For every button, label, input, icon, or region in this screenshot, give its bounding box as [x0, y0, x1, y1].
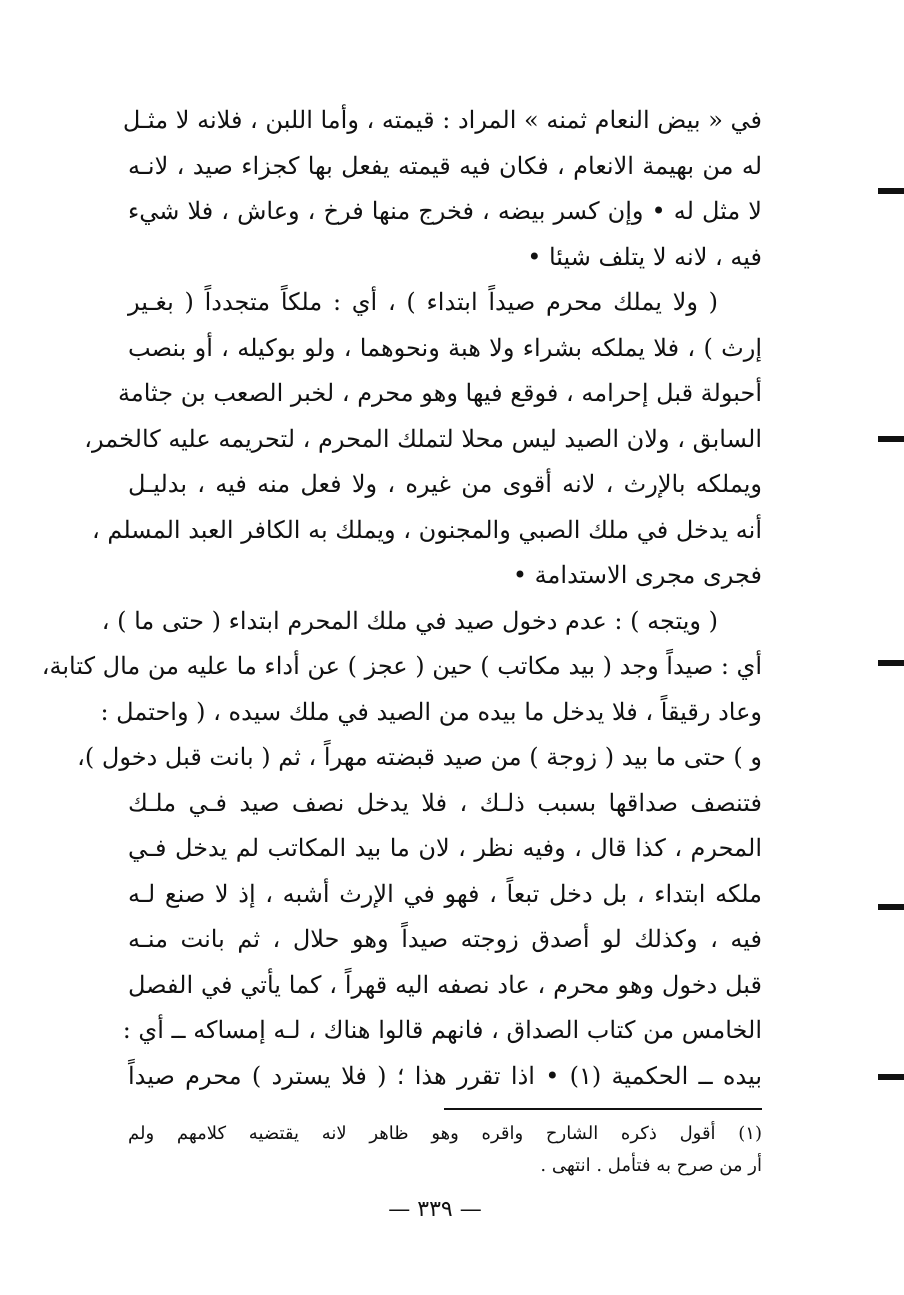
text-line: قبل دخول وهو محرم ، عاد نصفه اليه قهراً ، كما يأتي في الفصل — [128, 970, 762, 999]
text-line: ( ويتجه ) : عدم دخول صيد في ملك المحرم ابتداء ( حتى ما ) ، — [101, 606, 718, 635]
text-line: في « بيض النعام ثمنه » المراد : قيمته ، وأما اللبن ، فلانه لا مثـل — [122, 106, 762, 134]
text-line: لا مثل له • وإن كسر بيضه ، فخرج منها فرخ ، وعاش ، فلا شيء — [128, 197, 762, 225]
footnote — [128, 1118, 762, 1182]
footnote-line: أر من صرح به فتأمل . انتهى . — [540, 1155, 762, 1176]
text-line: المحرم ، كذا قال ، وفيه نظر ، لان ما بيد المكاتب لم يدخل فـي — [128, 834, 762, 862]
text-line: إرث ) ، فلا يملكه بشراء ولا هبة ونحوهما ، ولو بوكيله ، أو بنصب — [128, 333, 762, 362]
text-line: ويملكه بالإرث ، لانه أقوى من غيره ، ولا فعل منه فيه ، بدليـل — [128, 470, 762, 498]
margin-mark — [878, 436, 904, 442]
footnote-divider — [444, 1108, 762, 1110]
main-text — [41, 98, 762, 1099]
margin-mark — [878, 1074, 904, 1080]
text-line: وعاد رقيقاً ، فلا يدخل ما بيده من الصيد في ملك سيده ، ( واحتمل : — [100, 697, 762, 726]
footnote-line: (١) أقول ذكره الشارح واقره وهو ظاهر لانه يقتضيه كلامهم ولم — [128, 1123, 762, 1144]
text-line: له من بهيمة الانعام ، فكان فيه قيمته يفعل بها كجزاء صيد ، لانـه — [128, 151, 762, 180]
margin-mark — [878, 188, 904, 194]
text-line: فيه ، لانه لا يتلف شيئا • — [527, 242, 762, 271]
page-number: — ٣٣٩ — — [388, 1197, 482, 1222]
text-line: أي : صيداً وجد ( بيد مكاتب ) حين ( عجز ) عن أداء ما عليه من مال كتابة، — [41, 652, 762, 680]
text-line: ( ولا يملك محرم صيداً ابتداء ) ، أي : ملكاً متجدداً ( بغـير — [128, 288, 718, 316]
text-line: أنه يدخل في ملك الصبي والمجنون ، ويملك به الكافر العبد المسلم ، — [92, 515, 762, 544]
text-line: فجرى مجرى الاستدامة • — [512, 561, 762, 589]
text-line: و ) حتى ما بيد ( زوجة ) من صيد قبضته مهراً ، ثم ( بانت قبل دخول )، — [77, 743, 762, 771]
text-line: فتنصف صداقها بسبب ذلـك ، فلا يدخل نصف صيد فـي ملـك — [128, 788, 762, 817]
text-line: بيده ــ الحكمية (١) • اذا تقرر هذا ؛ ( فلا يسترد ) محرم صيداً — [128, 1061, 762, 1090]
text-line: فيه ، وكذلك لو أصدق زوجته صيداً وهو حلال ، ثم بانت منـه — [128, 925, 762, 953]
margin-mark — [878, 660, 904, 666]
text-line: الخامس من كتاب الصداق ، فانهم قالوا هناك ، لـه إمساكه ــ أي : — [122, 1016, 762, 1044]
text-line: أحبولة قبل إحرامه ، فوقع فيها وهو محرم ، لخبر الصعب بن جثامة — [118, 379, 762, 407]
margin-mark — [878, 904, 904, 910]
text-line: السابق ، ولان الصيد ليس محلا لتملك المحرم ، لتحريمه عليه كالخمر، — [84, 424, 762, 453]
text-line: ملكه ابتداء ، بل دخل تبعاً ، فهو في الإرث أشبه ، إذ لا صنع لـه — [128, 879, 762, 908]
